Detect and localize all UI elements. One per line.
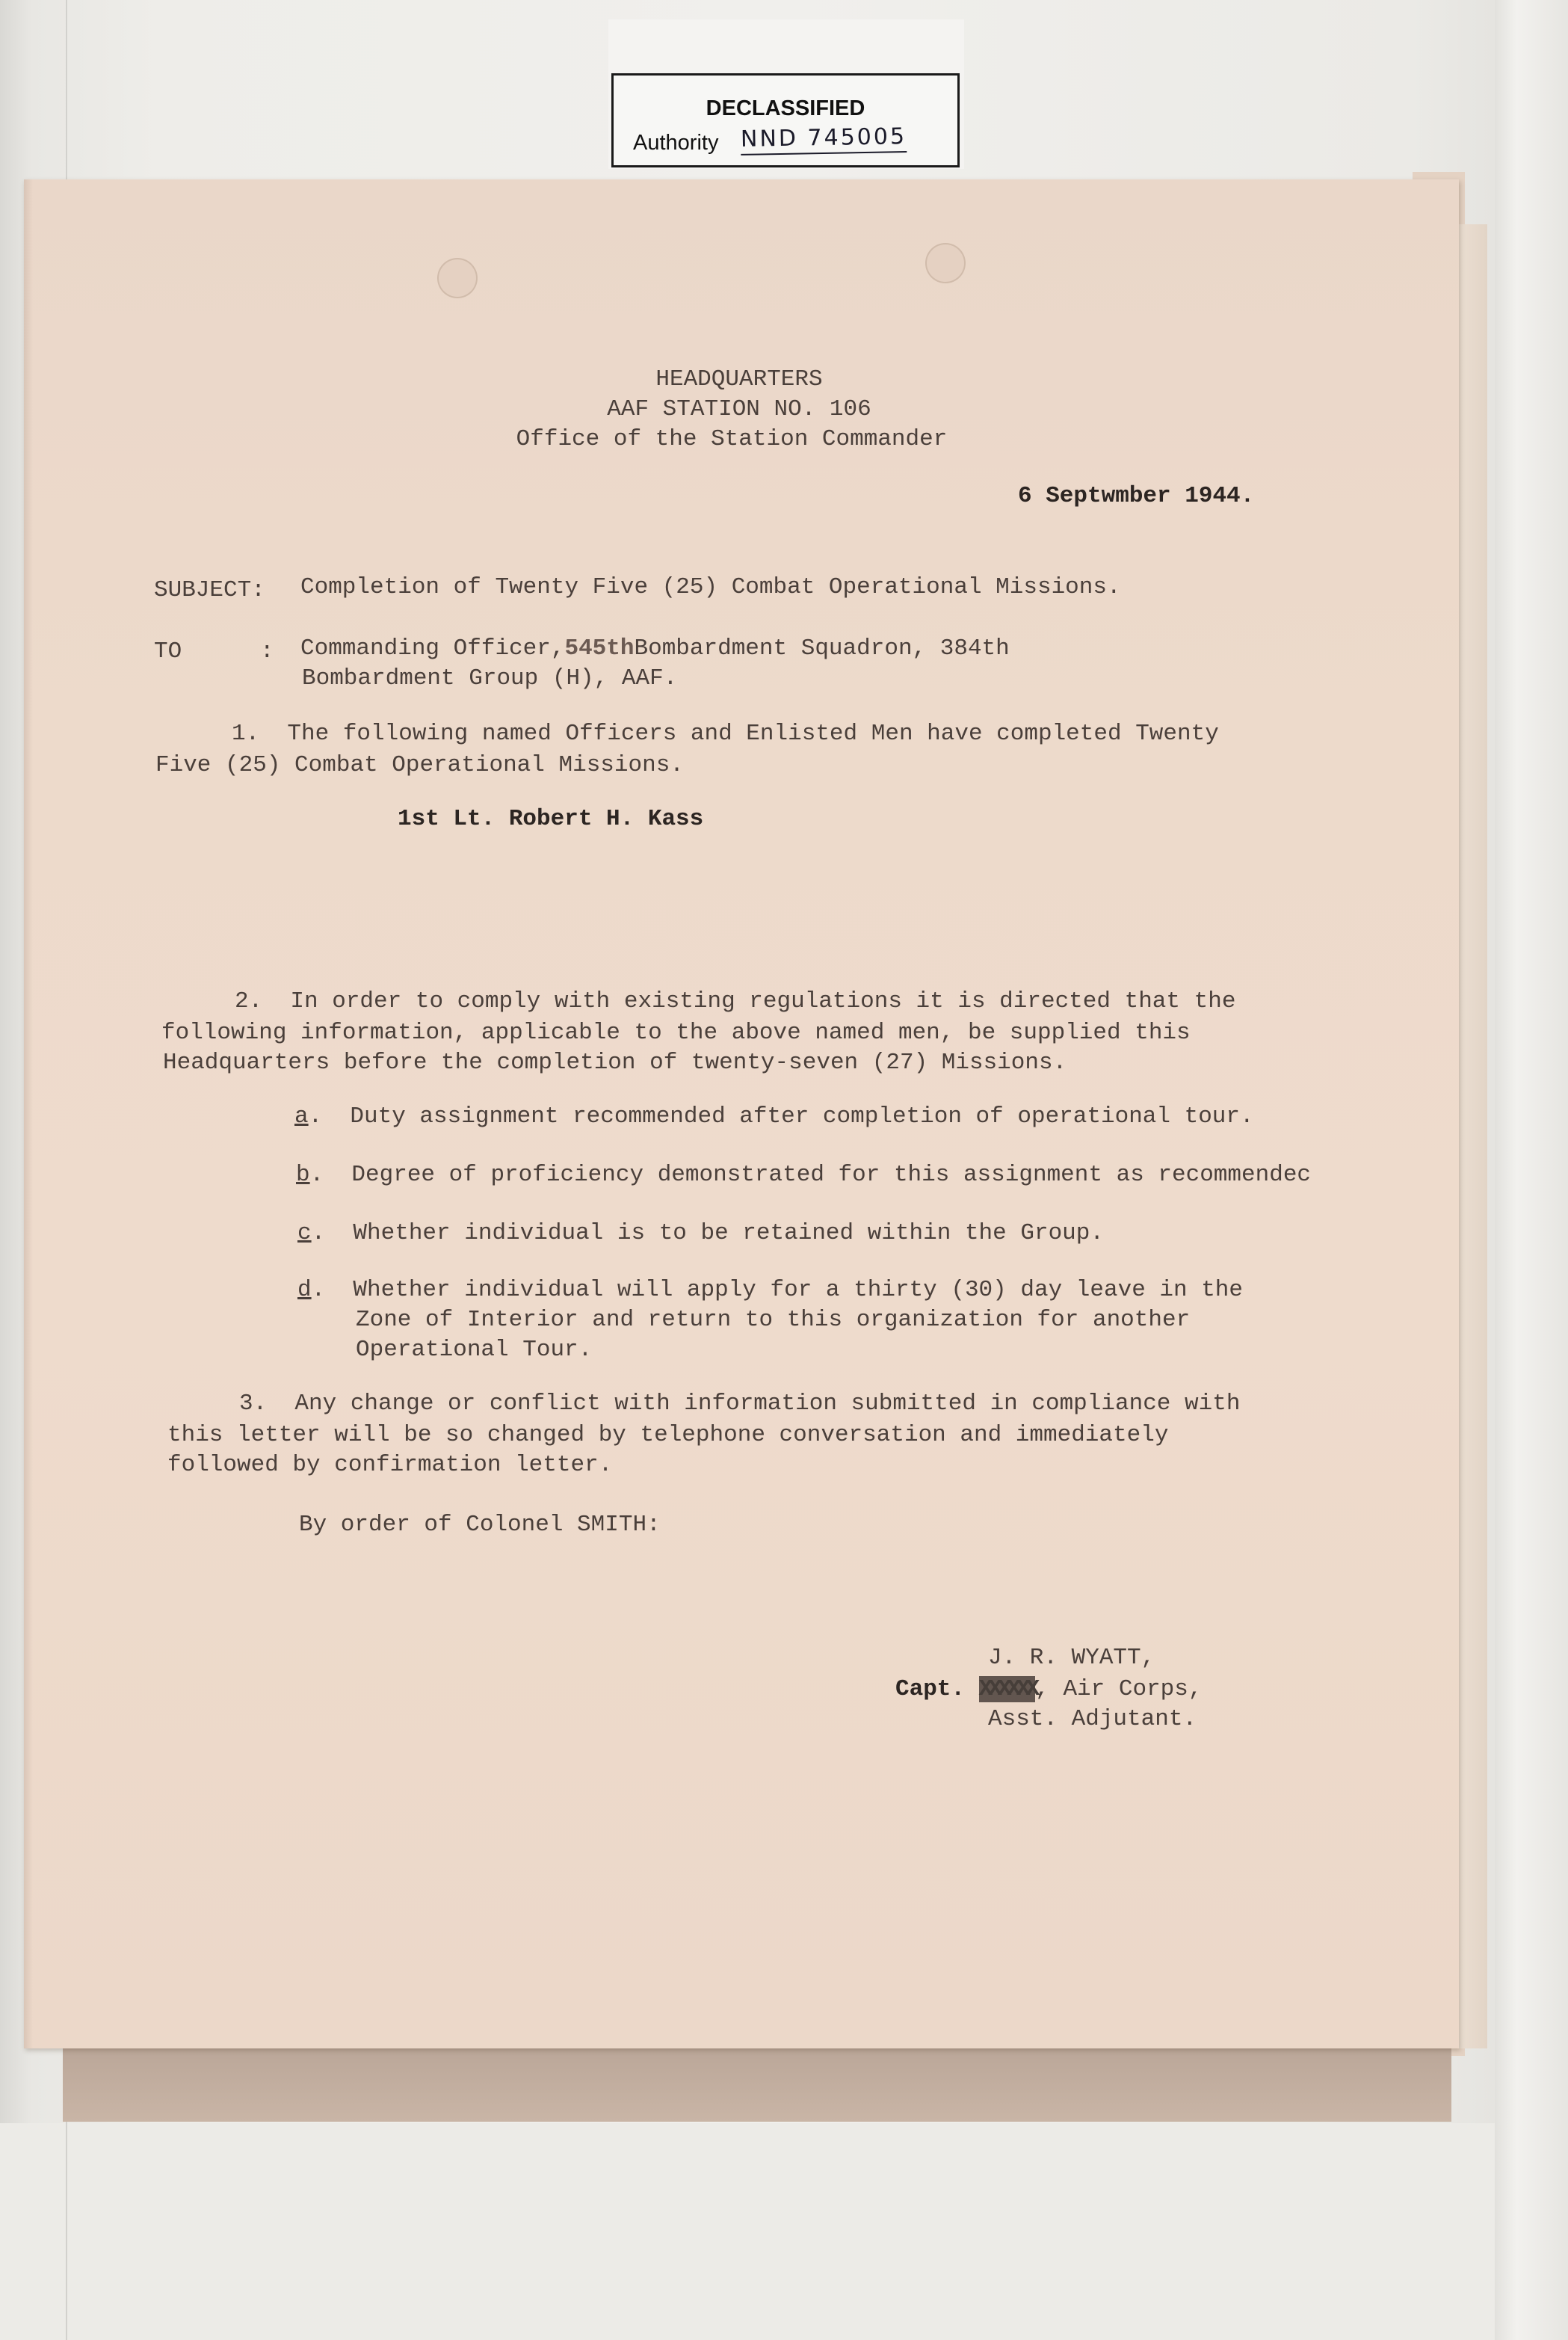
para1-line1: 1. The following named Officers and Enlisted Men have completed Twenty <box>232 721 1219 747</box>
item-c: c. Whether individual is to be retained within the Group. <box>297 1220 1104 1246</box>
to-squadron: Bombardment Squadron, 384th <box>634 635 1010 662</box>
item-a-text: Duty assignment recommended after completion of operational tour. <box>350 1103 1254 1130</box>
back-sheet-bottom <box>63 2041 1451 2122</box>
item-a: a. Duty assignment recommended after completion of operational tour. <box>294 1103 1254 1130</box>
stamp-authority-label: Authority <box>633 131 719 155</box>
item-b: b. Degree of proficiency demonstrated for this assignment as recommendec <box>296 1162 1312 1188</box>
declassified-stamp <box>611 73 960 167</box>
right-background-strip <box>1495 0 1568 2340</box>
header-headquarters: HEADQUARTERS <box>655 366 823 392</box>
item-d: d. Whether individual will apply for a thirty (30) day leave in the <box>297 1277 1244 1303</box>
to-colon: : <box>260 638 274 665</box>
item-b-letter: b <box>296 1162 310 1188</box>
para3-line1: 3. Any change or conflict with information submitted in compliance with <box>239 1391 1241 1417</box>
to-squadron-number: 545th <box>564 635 635 662</box>
signature-rank: Capt. <box>895 1676 966 1702</box>
para2-line1: 2. In order to comply with existing regulations it is directed that the <box>235 988 1236 1014</box>
by-order: By order of Colonel SMITH: <box>299 1512 661 1538</box>
punch-hole-right <box>925 243 966 283</box>
to-line1 <box>300 634 1010 664</box>
signature-title: Asst. Adjutant. <box>988 1706 1197 1732</box>
to-label: TO <box>154 638 182 665</box>
item-d-line2: Zone of Interior and return to this organization for another <box>356 1307 1191 1333</box>
item-d-line3: Operational Tour. <box>356 1337 593 1363</box>
para2-line2: following information, applicable to the above named men, be supplied this <box>161 1020 1191 1046</box>
item-c-letter: c <box>297 1220 312 1246</box>
sheet-shadow <box>24 179 33 2048</box>
para2-line3: Headquarters before the completion of twenty-seven (27) Missions. <box>163 1050 1067 1076</box>
subject-label: SUBJECT: <box>154 577 265 603</box>
signature-rank-line <box>895 1675 1203 1705</box>
punch-hole-left <box>437 258 478 298</box>
item-a-letter: a <box>294 1103 309 1130</box>
signature-name: J. R. WYATT, <box>988 1645 1155 1671</box>
signature-branch: , Air Corps, <box>1035 1676 1203 1702</box>
item-d-text: Whether individual will apply for a thirty (30) day leave in the <box>353 1277 1244 1303</box>
to-recipient: Commanding Officer, <box>300 635 565 662</box>
item-d-letter: d <box>297 1277 312 1303</box>
stamp-authority-number: NND 745005 <box>741 123 907 156</box>
stamp-title: DECLASSIFIED <box>706 96 865 120</box>
para3-line2: this letter will be so changed by telephone conversation and immediately <box>167 1422 1169 1448</box>
header-office: Office of the Station Commander <box>516 426 948 452</box>
named-person: 1st Lt. Robert H. Kass <box>398 806 704 832</box>
para3-line3: followed by confirmation letter. <box>167 1452 613 1478</box>
subject-text: Completion of Twenty Five (25) Combat Operational Missions. <box>300 574 1121 600</box>
item-b-text: Degree of proficiency demonstrated for this assignment as recommendec <box>351 1162 1312 1188</box>
item-c-text: Whether individual is to be retained within the Group. <box>353 1220 1104 1246</box>
para1-line2: Five (25) Combat Operational Missions. <box>155 752 684 778</box>
background-bottom <box>0 2123 1568 2340</box>
struck-rank: XXXXXX <box>978 1676 1036 1702</box>
letter-date: 6 Septwmber 1944. <box>1018 483 1255 509</box>
to-line2: Bombardment Group (H), AAF. <box>302 665 678 692</box>
header-station: AAF STATION NO. 106 <box>607 396 871 422</box>
